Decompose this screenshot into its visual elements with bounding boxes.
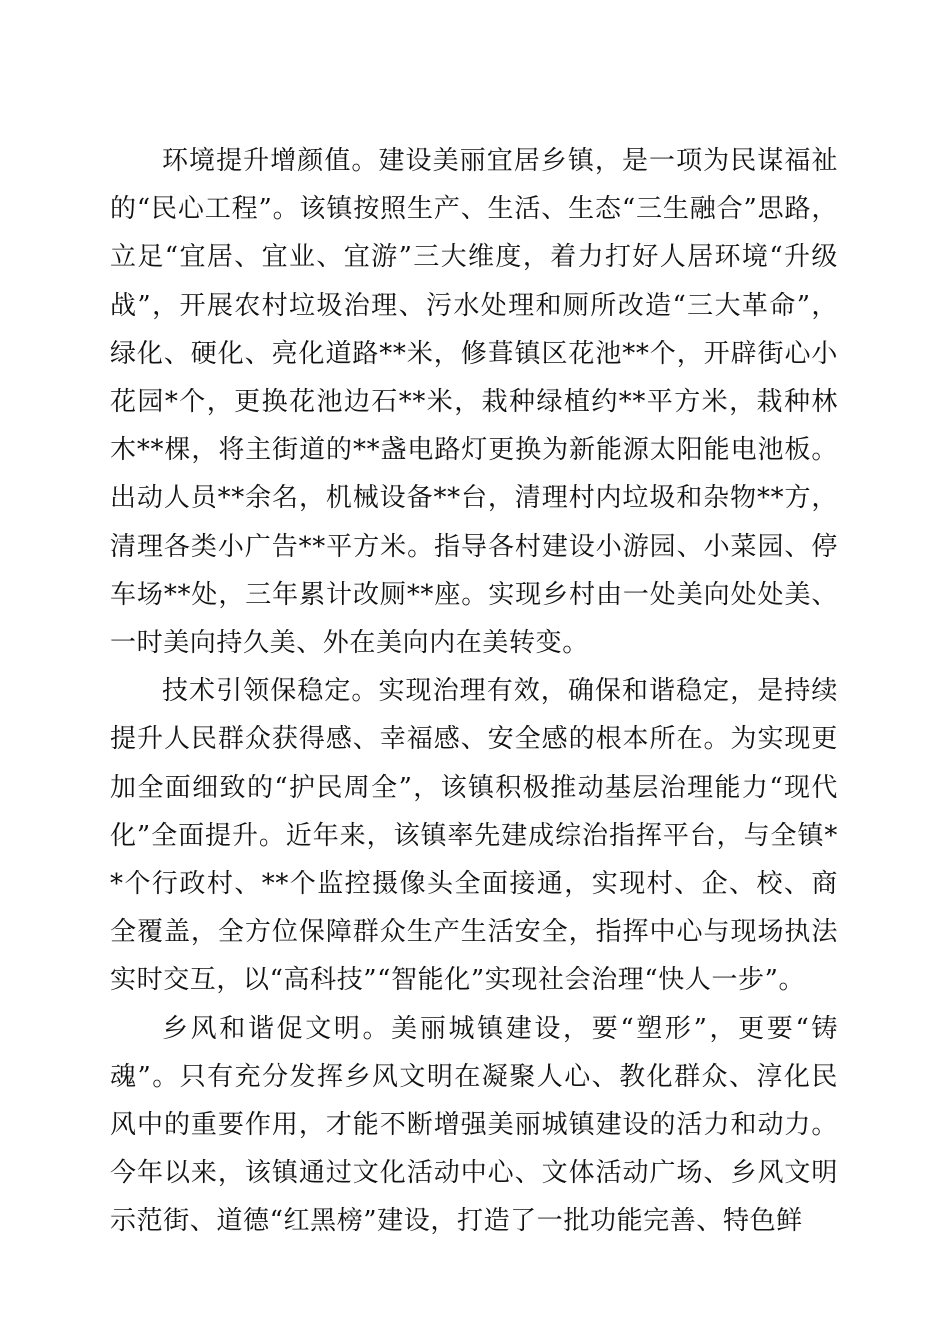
paragraph-civilization: 乡风和谐促文明。美丽城镇建设，要“塑形”，更要“铸魂”。只有充分发挥乡风文明在凝聚人心、教化群众、淳化民风中的重要作用，才能不断增强美丽城镇建设的活力和动力。今年以来，该镇通过文化活动中心、文体活动广场、乡风文明示范街、道德“红黑榜”建设，打造了一批功能完善、特色鲜 — [110, 1013, 838, 1237]
document-body — [110, 137, 838, 1246]
paragraph-environment: 环境提升增颜值。建设美丽宜居乡镇，是一项为民谋福祉的“民心工程”。该镇按照生产、生活、生态“三生融合”思路，立足“宜居、宜业、宜游”三大维度，着力打好人居环境“升级战”，开展农村垃圾治理、污水处理和厕所改造“三大革命”，绿化、硬化、亮化道路**米，修葺镇区花池**个，开辟街心小花园*个，更换花池边石**米，栽种绿植约**平方米，栽种林木**棵，将主街道的**盏电路灯更换为新能源太阳能电池板。出动人员**余名，机械设备**台，清理村内垃圾和杂物**方，清理各类小广告**平方米。指导各村建设小游园、小菜园、停车场**处，三年累计改厕**座。实现乡村由一处美向处处美、一时美向持久美、外在美向内在美转变。 — [110, 146, 838, 659]
paragraph-technology: 技术引领保稳定。实现治理有效，确保和谐稳定，是持续提升人民群众获得感、幸福感、安全感的根本所在。为实现更加全面细致的“护民周全”，该镇积极推动基层治理能力“现代化”全面提升。近年来，该镇率先建成综治指挥平台，与全镇**个行政村、**个监控摄像头全面接通，实现村、企、校、商全覆盖，全方位保障群众生产生活安全，指挥中心与现场执法实时交互，以“高科技”“智能化”实现社会治理“快人一步”。 — [110, 676, 838, 996]
